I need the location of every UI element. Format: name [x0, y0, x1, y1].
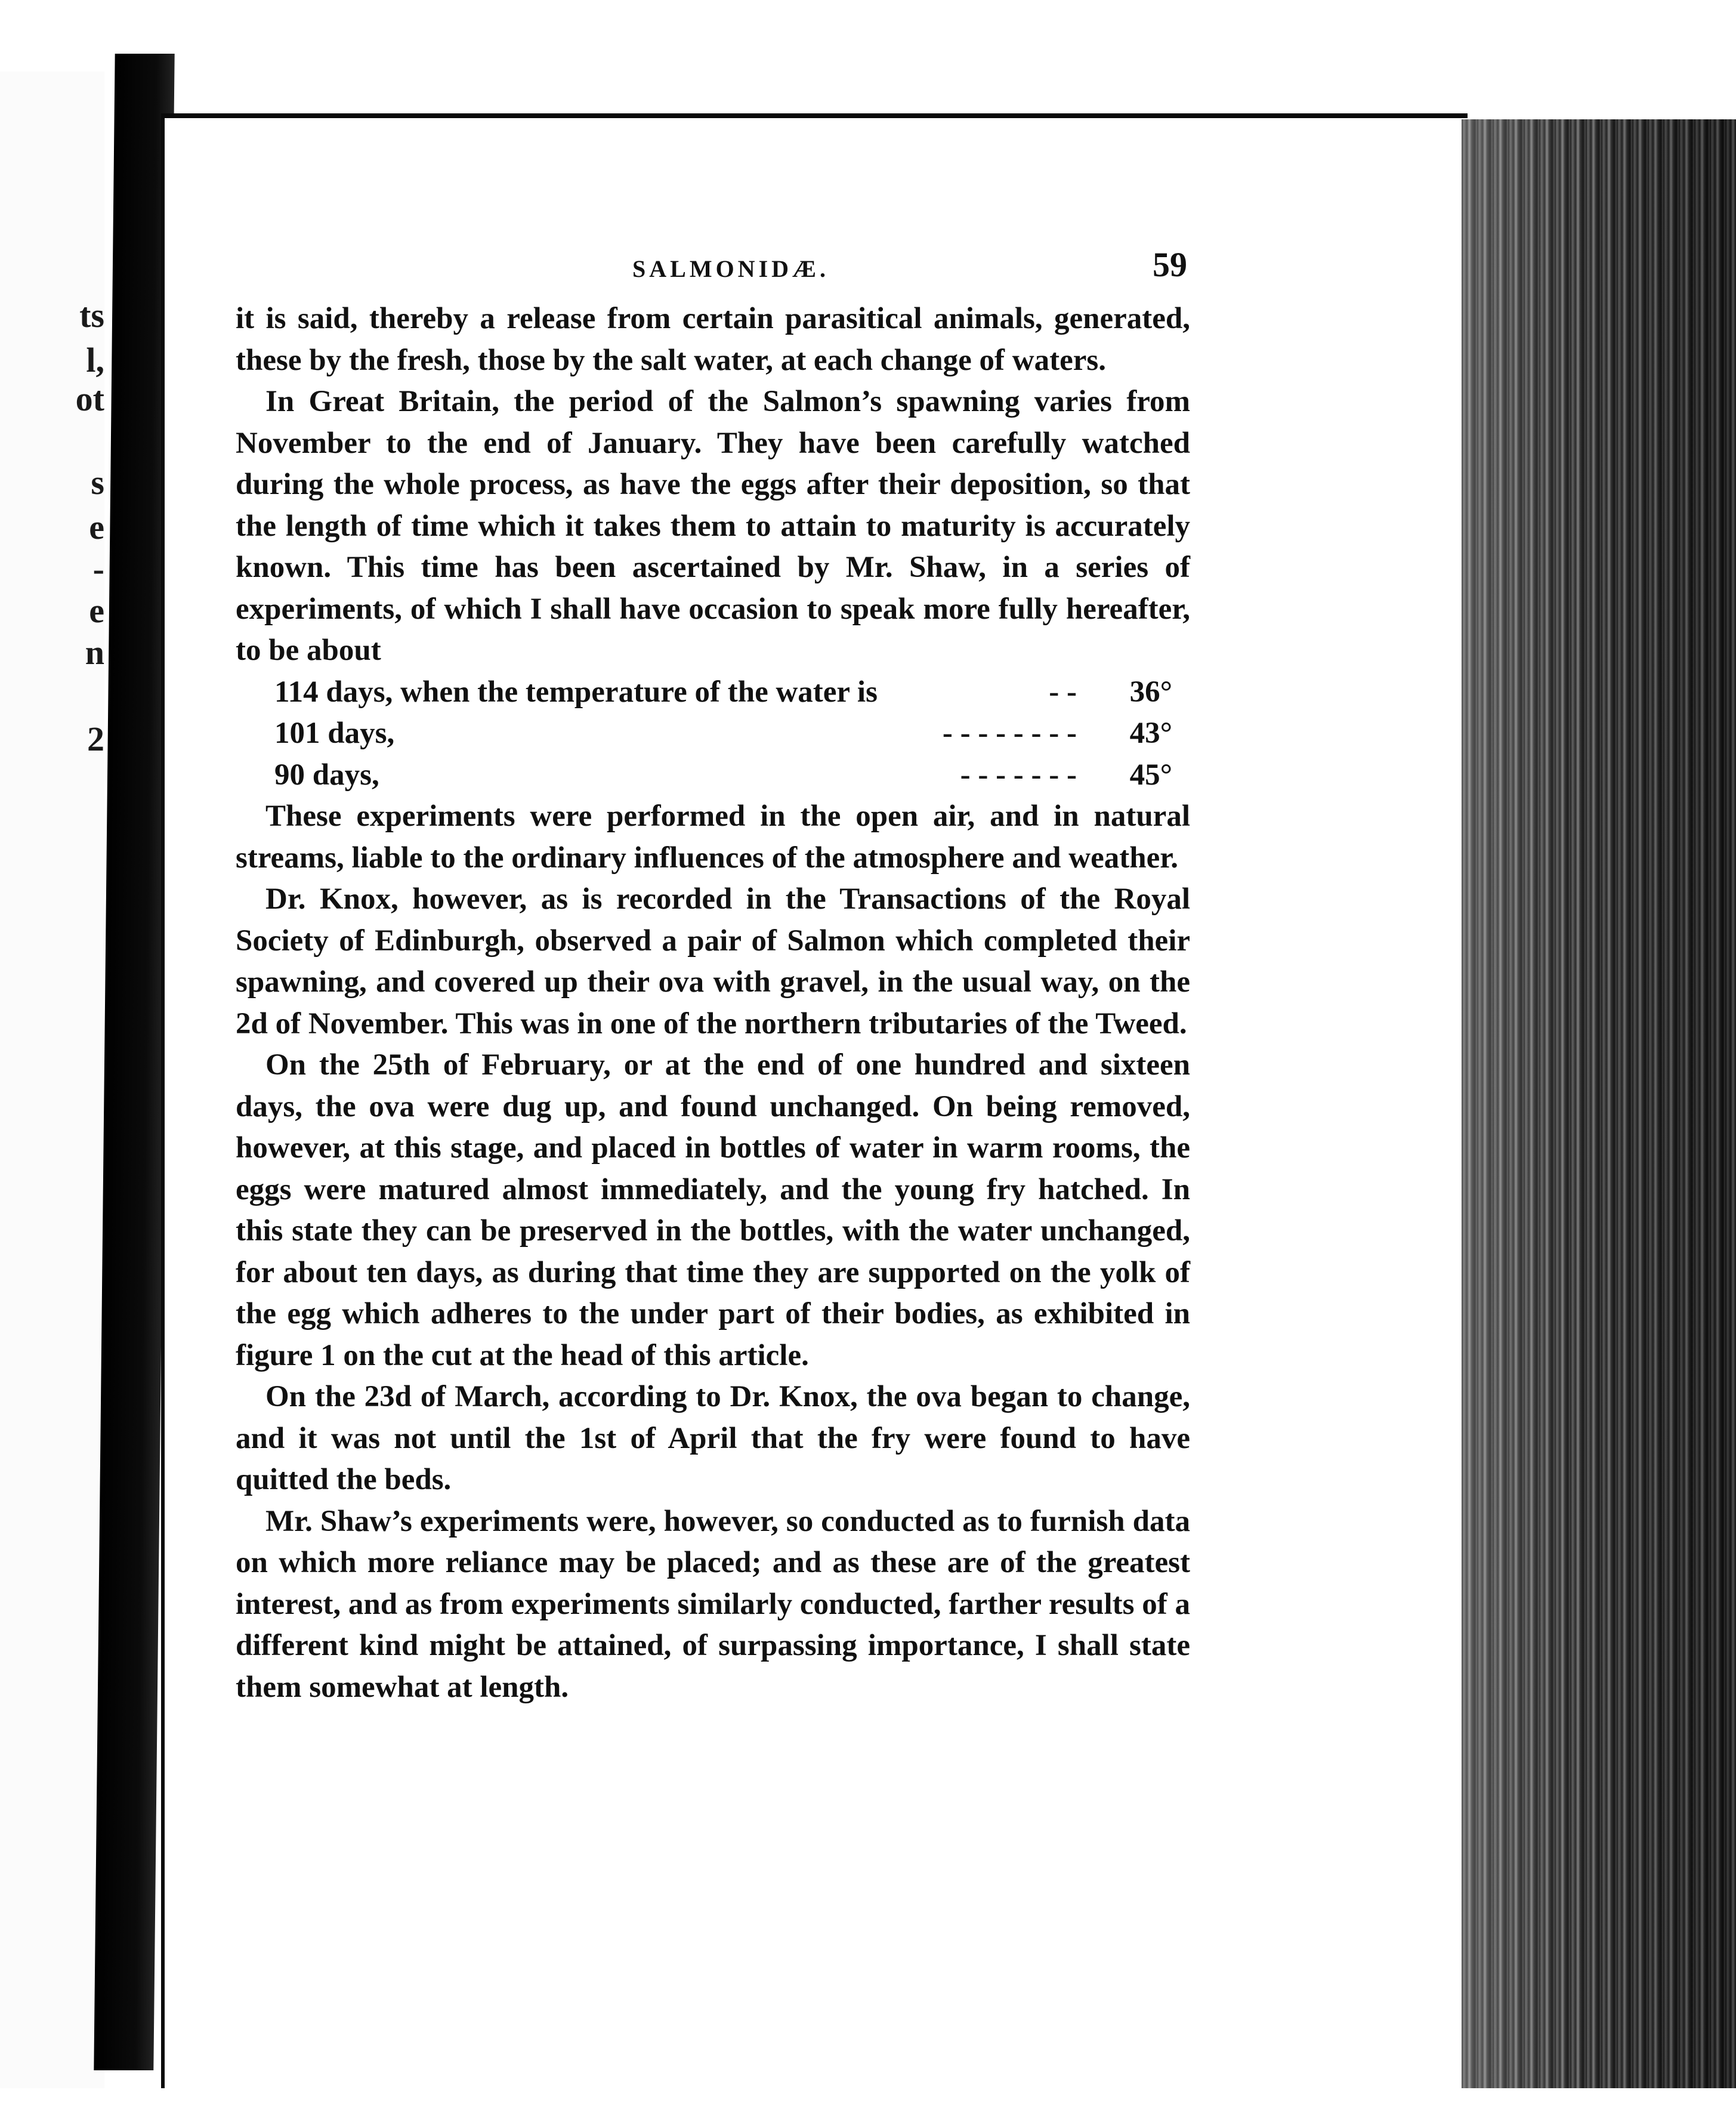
- paragraph: Dr. Knox, however, as is recorded in the Transactions of the Royal Society of Edinburgh, observed a pair of Salmon which completed their spawning, and covered up their ova with gravel, in the usual way, on the 2d of November. This was in one of the northern tributaries of the Tweed.: [236, 882, 1190, 1041]
- adjacent-left-page: [0, 72, 104, 2088]
- temperature-cell: 45°: [1129, 758, 1172, 792]
- left-page-fragment: l,: [86, 341, 104, 379]
- table-row: [274, 713, 1172, 755]
- table-row: [274, 755, 1172, 796]
- paragraph: it is said, thereby a release from certain parasitical animals, generated, these by the fresh, those by the salt water, at each change of waters.: [236, 302, 1190, 377]
- paragraph: On the 23d of March, according to Dr. Knox, the ova began to change, and it was not until the 1st of April that the fry were found to have quitted the beds.: [236, 1380, 1190, 1496]
- table-row: [274, 672, 1172, 714]
- left-page-fragment: 2: [87, 720, 104, 758]
- scan-top-margin: [0, 0, 1736, 72]
- page-number: 59: [1153, 245, 1187, 284]
- incubation-table: [274, 672, 1172, 796]
- temperature-cell: 36°: [1129, 675, 1172, 709]
- paragraph: In Great Britain, the period of the Salmon’s spawning varies from November to the end of January. They have been carefully watched during the whole process, as have the eggs after their deposition, so that the length of time which it takes them to attain to maturity is accurately known. This time has been ascertained by Mr. Shaw, in a series of experiments, of which I shall have occasion to speak more fully hereafter, to be about: [236, 385, 1190, 667]
- left-page-fragment: e: [89, 508, 104, 547]
- page-block-edge-shade: [1462, 119, 1736, 2088]
- temperature-cell: 43°: [1129, 717, 1172, 750]
- days-cell: 114 days, when the temperature of the water is: [274, 675, 878, 709]
- left-page-fragment: e: [89, 591, 104, 630]
- leader-dashes: - -: [1049, 675, 1077, 709]
- left-page-fragment: s: [91, 463, 104, 502]
- left-page-fragment: ot: [75, 379, 104, 418]
- left-page-fragment: ts: [79, 296, 104, 335]
- running-head: SALMONIDÆ.: [632, 255, 830, 282]
- paragraph: These experiments were performed in the open air, and in natural streams, liable to the ordinary influences of the atmosphere and weather.: [236, 799, 1190, 875]
- left-page-fragment: -: [92, 549, 104, 588]
- paragraph: On the 25th of February, or at the end of one hundred and sixteen days, the ova were dug up, and found unchanged. On being removed, however, at this stage, and placed in bottles of water in warm rooms, the eggs were matured almost immediately, and the young fry hatched. In this state they can be preserved in the bottles, with the water unchanged, for about ten days, as during that time they are supported on the yolk of the egg which adheres to the under part of their bodies, as exhibited in figure 1 on the cut at the head of this article.: [236, 1048, 1190, 1372]
- leader-dashes: - - - - - - -: [960, 758, 1077, 792]
- days-cell: 90 days,: [274, 758, 379, 792]
- body-text: [236, 298, 1190, 1708]
- leader-dashes: - - - - - - - -: [942, 717, 1077, 750]
- days-cell: 101 days,: [274, 717, 395, 750]
- paragraph: Mr. Shaw’s experiments were, however, so conducted as to furnish data on which more reliance may be placed; and as these are of the greatest interest, and as from experiments similarly conducted, farther results of a different kind might be attained, of surpassing importance, I shall state them somewhat at length.: [236, 1504, 1190, 1704]
- left-page-fragment: n: [85, 633, 104, 672]
- scan-bottom-margin: [0, 2088, 1736, 2124]
- page-header: [245, 242, 1187, 289]
